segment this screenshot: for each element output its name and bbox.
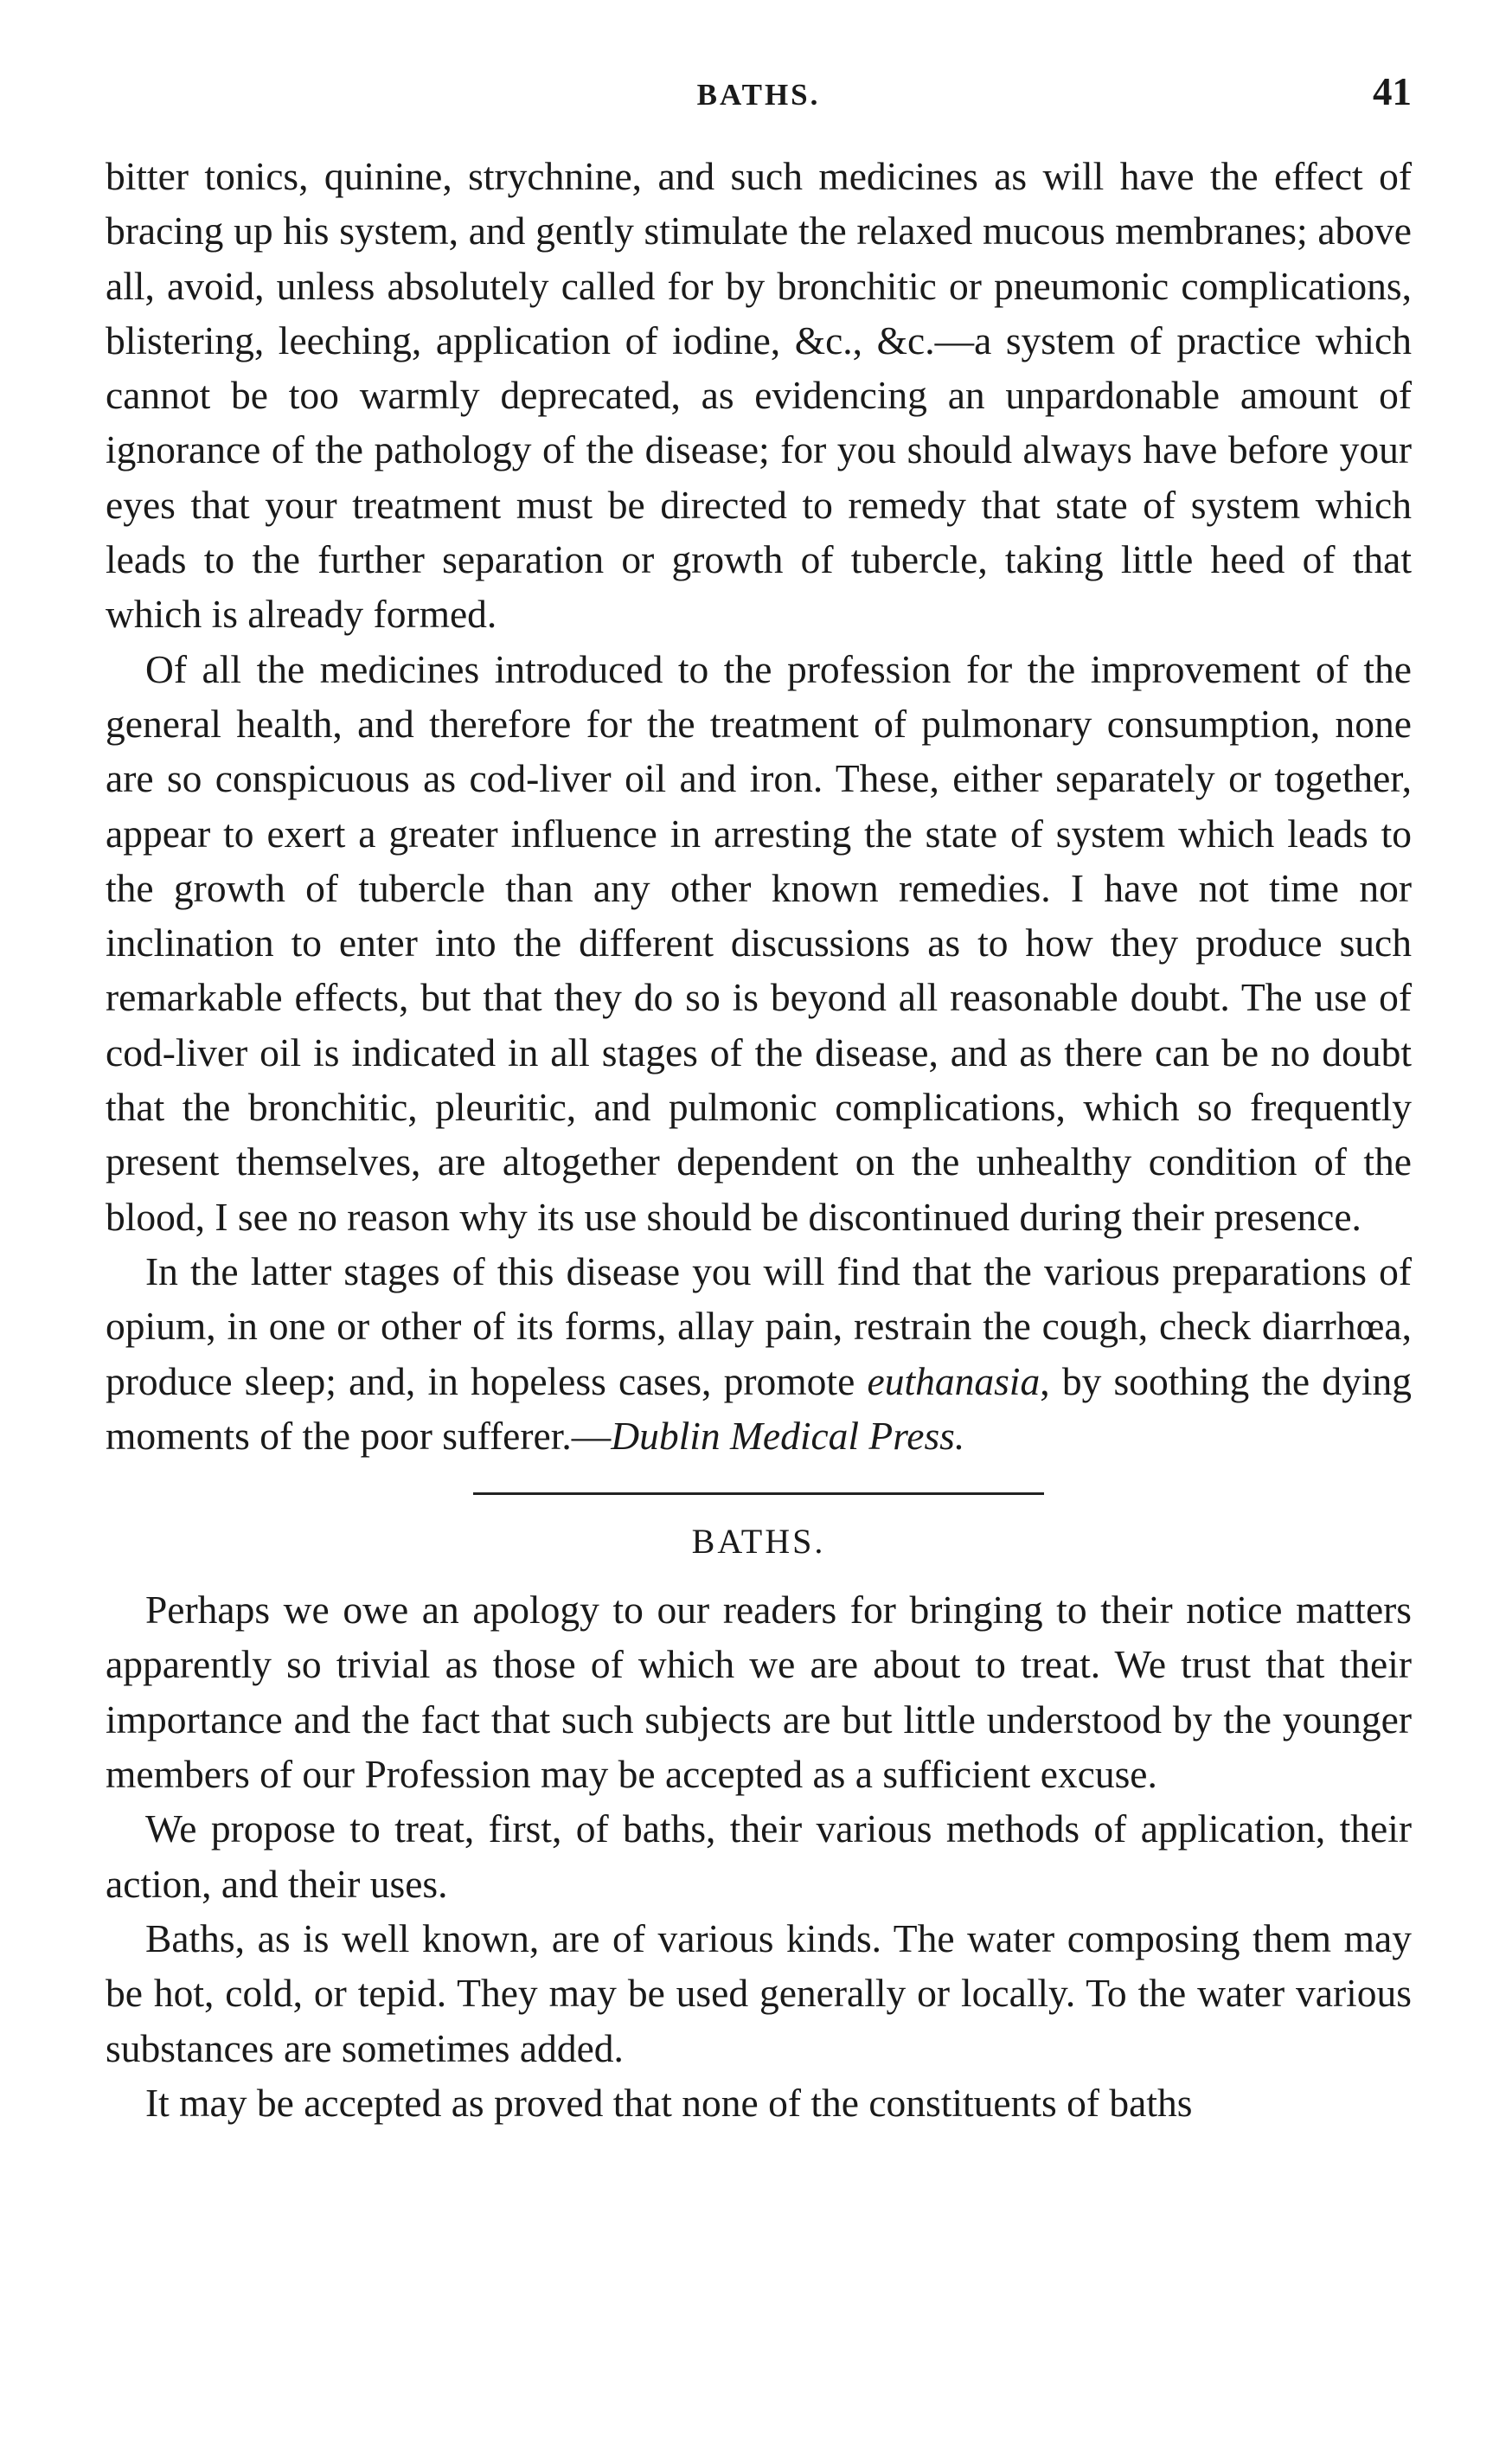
page-number: 41 — [1373, 70, 1412, 113]
source-citation: Dublin Medical Press. — [611, 1413, 965, 1458]
article2-paragraph-1: Perhaps we owe an apology to our readers for bringing to their notice matters apparently so trivial as those of which we are about to treat. We trust that their importance and the fact that such subjects are but little understood by the younger members of our Profession may be accepted as a sufficient excuse. — [106, 1588, 1412, 1797]
article1-paragraph-3 — [106, 1244, 1412, 1463]
section-heading: BATHS. — [691, 1522, 826, 1562]
paragraph-text: , by soothing the dying moments of the poor sufferer.— — [106, 1358, 1412, 1458]
running-head — [106, 69, 1412, 118]
running-title: BATHS. — [696, 78, 821, 112]
article1-paragraph-1: bitter tonics, quinine, strychnine, and such medicines as will have the effect of bracing up his system, and gently stimulate the relaxed mucous membranes; above all, avoid, unless absolutely called for by bronchitic or pneumonic complications, blistering, leeching, application of iodine, &c., &c.—a system of practice which cannot be too warmly deprecated, as evidencing an unpardonable amount of ignorance of the pathology of the disease; for you should always have before your eyes that your treatment must be directed to remedy that state of system which leads to the further separation or growth of tubercle, taking little heed of that which is already formed. — [106, 154, 1412, 637]
article1-paragraph-2: Of all the medicines introduced to the profession for the improvement of the general health, and therefore for the treatment of pulmonary consumption, none are so conspicuous as cod-liver oil and iron. These, either separately or together, appear to exert a greater influence in arresting the state of system which leads to the growth of tubercle than any other known remedies. I have not time nor inclination to enter into the different discussions as to how they produce such remarkable effects, but that they do so is beyond all reasonable doubt. The use of cod-liver oil is indicated in all stages of the disease, and as there can be no doubt that the bronchitic, pleuritic, and pulmonic complications, which so frequently present themselves, are altogether dependent on the unhealthy condition of the blood, I see no reason why its use should be discontinued during their presence. — [106, 646, 1412, 1239]
paragraph-text: In the latter stages of this disease you will find that the various preparations of opium, in one or other of its forms, allay pain, restrain the cough, check diarrhœa, produce sleep; and, in hopeless cases, promote — [106, 1248, 1412, 1403]
article2-paragraph-2: We propose to treat, first, of baths, their various methods of application, their action, and their uses. — [106, 1806, 1412, 1906]
article2-paragraph-4: It may be accepted as proved that none of the constituents of baths — [145, 2080, 1193, 2125]
italic-term: euthanasia — [867, 1358, 1041, 1403]
article2-paragraph-3: Baths, as is well known, are of various kinds. The water composing them may be hot, cold, or tepid. They may be used generally or locally. To the water various substances are sometimes added. — [106, 1915, 1412, 2070]
section-divider — [473, 1492, 1044, 1495]
book-page — [106, 69, 1412, 2130]
